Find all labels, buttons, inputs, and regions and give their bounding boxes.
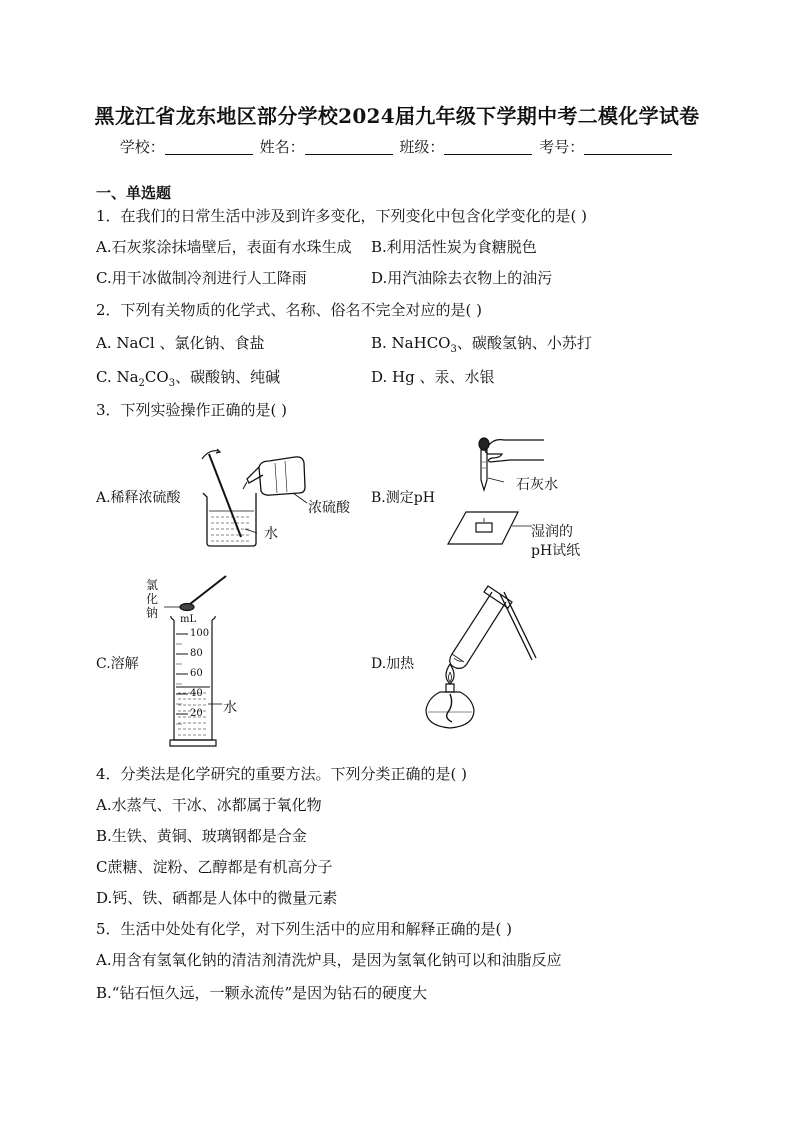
- q3-option-d-label: D.加热: [371, 656, 415, 672]
- section-heading: 一、单选题: [96, 184, 172, 202]
- beaker-shape: [203, 493, 256, 546]
- q3-option-b-label: B.测定pH: [371, 490, 435, 506]
- nacl-char-2: 化: [146, 592, 159, 606]
- tick-40: 40: [190, 688, 203, 699]
- q4-stem: 4．分类法是化学研究的重要方法。下列分类正确的是( ): [96, 765, 468, 783]
- nacl-char-1: 氯: [146, 578, 159, 592]
- q5-stem: 5．生活中处处有化学，对下列生活中的应用和解释正确的是( ): [96, 920, 513, 938]
- exam-title: 黑龙江省龙东地区部分学校2024届九年级下学期中考二模化学试卷: [94, 104, 700, 128]
- class-label: 班级：: [399, 138, 445, 156]
- q2-b-formula: B. NaHCO: [371, 334, 451, 352]
- tick-100: 100: [190, 628, 210, 639]
- nacl-vertical-label: [146, 578, 160, 620]
- student-info-row: [0, 136, 794, 157]
- nacl-char-3: 钠: [146, 606, 159, 620]
- q2-c-formula: C. Na: [96, 368, 139, 386]
- q4-option-a: A.水蒸气、干冰、冰都属于氧化物: [96, 796, 322, 814]
- q3-option-c-label: C.溶解: [96, 656, 139, 672]
- name-label: 姓名：: [259, 138, 305, 156]
- tick-60: 60: [190, 668, 203, 679]
- q2-c-sub2: 3: [168, 378, 176, 389]
- graduated-cylinder-illustration: [160, 572, 240, 750]
- q2-c-sub1: 2: [138, 378, 145, 389]
- q3-stem: 3．下列实验操作正确的是( ): [96, 401, 288, 419]
- q1-option-b: B.利用活性炭为食糖脱色: [371, 238, 537, 256]
- q2-b-sub: 3: [450, 344, 457, 355]
- heating-illustration: [412, 572, 542, 737]
- q4-option-c: C蔗糖、淀粉、乙醇都是有机高分子: [96, 858, 333, 876]
- water-label-c: 水: [223, 700, 237, 716]
- name-blank[interactable]: [305, 140, 393, 155]
- q1-option-c: C.用干冰做制冷剂进行人工降雨: [96, 269, 307, 287]
- ph-paper-label-1: 湿润的: [531, 524, 573, 540]
- school-blank[interactable]: [165, 140, 253, 155]
- water-label-a: 水: [264, 526, 278, 542]
- q4-option-d: D.钙、铁、硒都是人体中的微量元素: [96, 889, 338, 907]
- q5-option-b: B.“钻石恒久远，一颗永流传”是因为钻石的硬度大: [96, 984, 428, 1002]
- conc-acid-label: 浓硫酸: [308, 500, 350, 516]
- tick-20: 20: [190, 708, 203, 719]
- q2-option-d: D. Hg 、汞、水银: [371, 368, 495, 386]
- q2-stem: 2．下列有关物质的化学式、名称、俗名不完全对应的是( ): [96, 301, 483, 319]
- number-label: 考号：: [539, 138, 585, 156]
- q2-option-c: [96, 366, 280, 389]
- class-blank[interactable]: [444, 140, 532, 155]
- q1-option-a: A.石灰浆涂抹墙壁后，表面有水珠生成: [96, 238, 352, 256]
- q2-c-text: 、碳酸钠、纯碱: [175, 368, 281, 386]
- q3-option-a-label: A.稀释浓硫酸: [96, 490, 181, 506]
- q2-c-formula2: CO: [144, 368, 169, 386]
- q1-option-d: D.用汽油除去衣物上的油污: [371, 269, 553, 287]
- q2-option-b: [371, 332, 592, 355]
- q1-stem: 1．在我们的日常生活中涉及到许多变化，下列变化中包含化学变化的是( ): [96, 207, 588, 225]
- school-label: 学校：: [119, 138, 165, 156]
- q2-option-a: A. NaCl 、氯化钠、食盐: [96, 334, 265, 352]
- limewater-label: 石灰水: [516, 477, 558, 493]
- number-blank[interactable]: [584, 140, 672, 155]
- tick-80: 80: [190, 648, 203, 659]
- q4-option-b: B.生铁、黄铜、玻璃钢都是合金: [96, 827, 307, 845]
- q2-b-text: 、碳酸氢钠、小苏打: [456, 334, 592, 352]
- ph-paper-label-2: pH试纸: [531, 543, 581, 559]
- ml-unit-label: mL: [180, 614, 197, 625]
- q5-option-a: A.用含有氢氧化钠的清洁剂清洗炉具，是因为氢氧化钠可以和油脂反应: [96, 951, 562, 969]
